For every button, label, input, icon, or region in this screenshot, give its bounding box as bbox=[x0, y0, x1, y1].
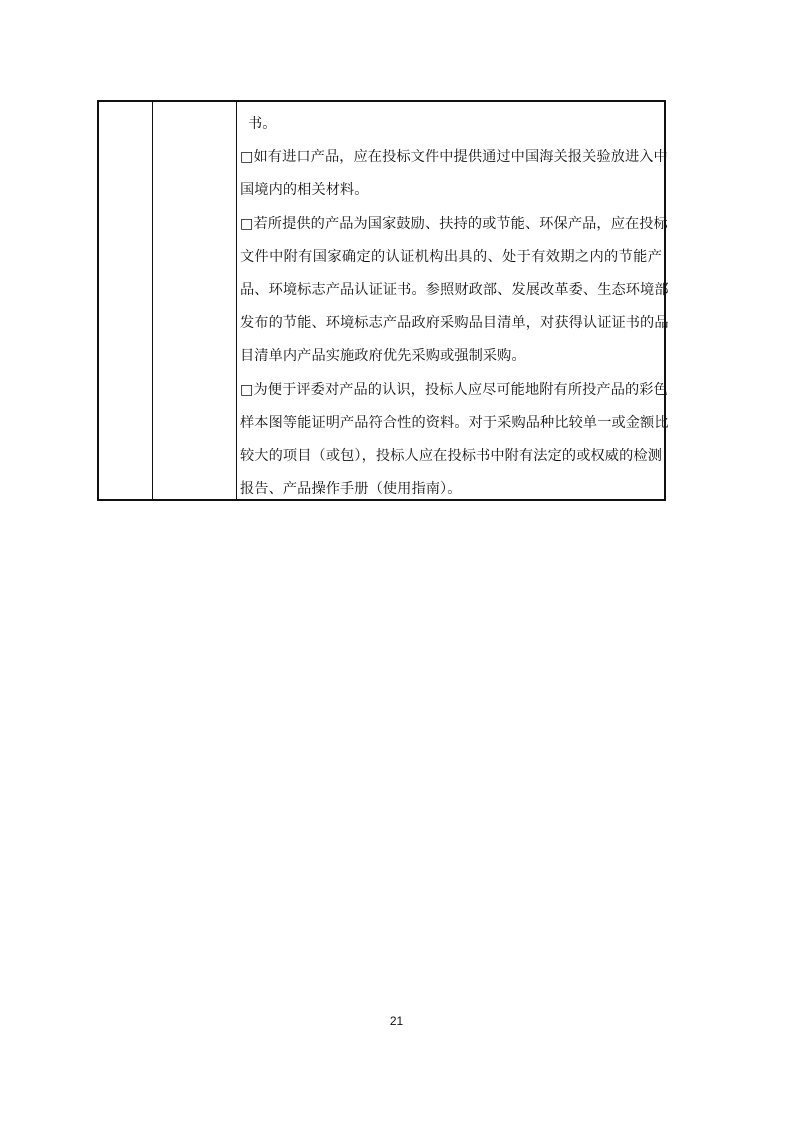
paragraph-energy-saving-products bbox=[240, 208, 669, 374]
table-cell-content bbox=[240, 108, 669, 506]
text-line: 较大的项目（或包），投标人应在投标书中附有法定的或权威的检测 bbox=[240, 448, 662, 465]
text-line: □若所提供的产品为国家鼓励、扶持的或节能、环保产品，应在投标 bbox=[240, 215, 668, 232]
text-line: 品、环境标志产品认证证书。参照财政部、发展改革委、生态环境部 bbox=[240, 282, 669, 299]
text-line: 目清单内产品实施政府优先采购或强制采购。 bbox=[240, 348, 526, 365]
table-column-divider bbox=[236, 102, 237, 499]
text-line: □如有进口产品，应在投标文件中提供通过中国海关报关验放进入中 bbox=[240, 149, 668, 166]
text-line: 书。 bbox=[248, 116, 277, 132]
text-line: □为便于评委对产品的认识，投标人应尽可能地附有所投产品的彩色 bbox=[240, 381, 668, 398]
text-line: 国境内的相关材料。 bbox=[240, 182, 369, 199]
paragraph-imported-products bbox=[240, 141, 668, 207]
paragraph-product-samples bbox=[240, 374, 669, 507]
requirements-table bbox=[97, 100, 669, 501]
page-number: 21 bbox=[389, 1014, 404, 1028]
text-line: 文件中附有国家确定的认证机构出具的、处于有效期之内的节能产 bbox=[240, 248, 662, 265]
paragraph-continuation bbox=[240, 108, 662, 141]
table-column-divider bbox=[152, 102, 153, 499]
text-line: 发布的节能、环境标志产品政府采购品目清单，对获得认证证书的品 bbox=[240, 315, 669, 332]
text-line: 样本图等能证明产品符合性的资料。对于采购品种比较单一或金额比 bbox=[240, 414, 669, 431]
text-line: 报告、产品操作手册（使用指南）。 bbox=[240, 481, 462, 498]
